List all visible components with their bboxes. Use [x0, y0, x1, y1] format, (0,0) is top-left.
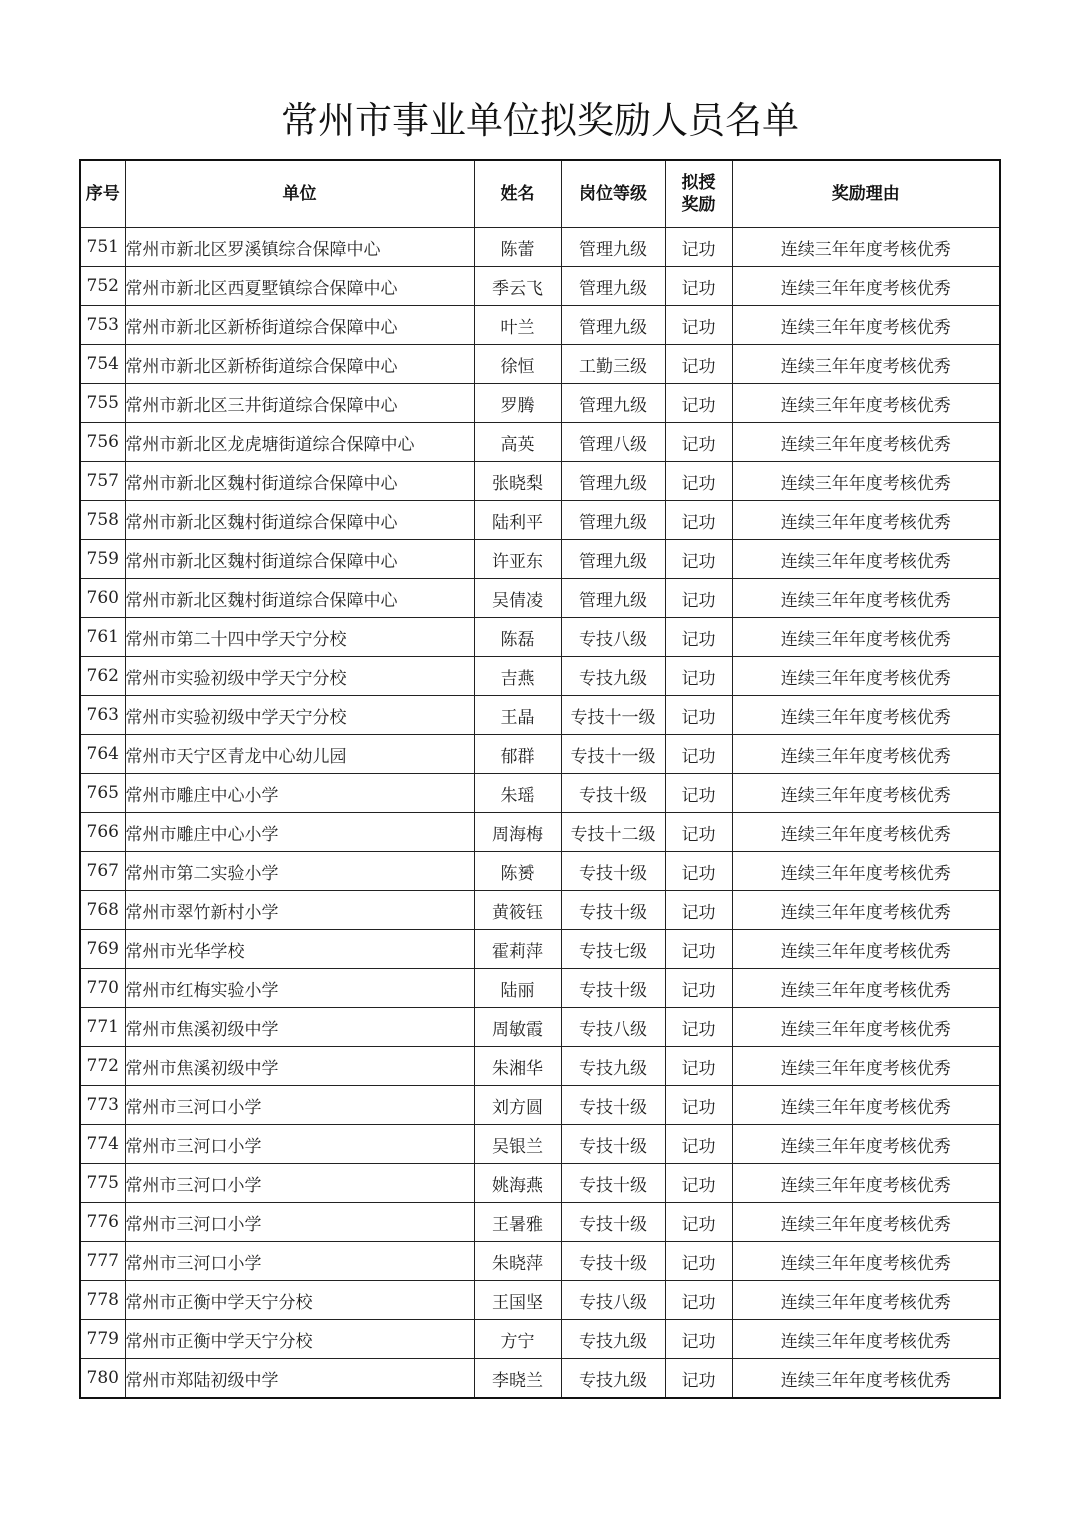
table-header-row — [80, 160, 1000, 228]
cell-name: 王暑雅 — [474, 1203, 561, 1242]
cell-level: 专技七级 — [561, 930, 665, 969]
cell-level: 专技十级 — [561, 1164, 665, 1203]
table-row — [80, 384, 1000, 423]
cell-name: 朱晓萍 — [474, 1242, 561, 1281]
table-row — [80, 1047, 1000, 1086]
cell-name: 陈蕾 — [474, 228, 561, 267]
table-row — [80, 813, 1000, 852]
cell-name: 王晶 — [474, 696, 561, 735]
cell-level: 专技十级 — [561, 1125, 665, 1164]
cell-reason: 连续三年年度考核优秀 — [732, 306, 1000, 345]
cell-reason: 连续三年年度考核优秀 — [732, 813, 1000, 852]
document-title: 常州市事业单位拟奖励人员名单 — [281, 99, 799, 142]
cell-award: 记功 — [665, 267, 732, 306]
cell-award: 记功 — [665, 1125, 732, 1164]
cell-reason: 连续三年年度考核优秀 — [732, 852, 1000, 891]
cell-reason: 连续三年年度考核优秀 — [732, 969, 1000, 1008]
cell-seq: 769 — [80, 930, 125, 969]
cell-name: 高英 — [474, 423, 561, 462]
cell-level: 管理九级 — [561, 579, 665, 618]
cell-award: 记功 — [665, 696, 732, 735]
header-award — [665, 160, 732, 228]
cell-unit: 常州市天宁区青龙中心幼儿园 — [125, 735, 474, 774]
table-row — [80, 696, 1000, 735]
cell-reason: 连续三年年度考核优秀 — [732, 774, 1000, 813]
cell-level: 专技八级 — [561, 618, 665, 657]
cell-reason: 连续三年年度考核优秀 — [732, 384, 1000, 423]
cell-unit: 常州市第二十四中学天宁分校 — [125, 618, 474, 657]
cell-award: 记功 — [665, 1008, 732, 1047]
cell-seq: 775 — [80, 1164, 125, 1203]
table-row — [80, 1125, 1000, 1164]
cell-award: 记功 — [665, 1320, 732, 1359]
cell-unit: 常州市新北区西夏墅镇综合保障中心 — [125, 267, 474, 306]
cell-level: 专技十一级 — [561, 735, 665, 774]
table-row — [80, 735, 1000, 774]
table-row — [80, 228, 1000, 267]
cell-name: 季云飞 — [474, 267, 561, 306]
header-seq: 序号 — [80, 160, 125, 228]
cell-seq: 771 — [80, 1008, 125, 1047]
cell-level: 工勤三级 — [561, 345, 665, 384]
cell-unit: 常州市新北区魏村街道综合保障中心 — [125, 501, 474, 540]
cell-name: 张晓梨 — [474, 462, 561, 501]
cell-level: 专技十级 — [561, 1086, 665, 1125]
cell-seq: 760 — [80, 579, 125, 618]
cell-level: 管理九级 — [561, 384, 665, 423]
cell-unit: 常州市郑陆初级中学 — [125, 1359, 474, 1399]
cell-seq: 767 — [80, 852, 125, 891]
table-row — [80, 891, 1000, 930]
award-list-table — [79, 159, 1001, 1399]
cell-unit: 常州市新北区罗溪镇综合保障中心 — [125, 228, 474, 267]
cell-name: 周敏霞 — [474, 1008, 561, 1047]
cell-seq: 763 — [80, 696, 125, 735]
cell-award: 记功 — [665, 345, 732, 384]
cell-reason: 连续三年年度考核优秀 — [732, 1281, 1000, 1320]
cell-name: 陆丽 — [474, 969, 561, 1008]
cell-award: 记功 — [665, 540, 732, 579]
cell-level: 专技八级 — [561, 1008, 665, 1047]
cell-award: 记功 — [665, 501, 732, 540]
cell-name: 徐恒 — [474, 345, 561, 384]
cell-unit: 常州市正衡中学天宁分校 — [125, 1281, 474, 1320]
table-row — [80, 774, 1000, 813]
table-row — [80, 267, 1000, 306]
cell-unit: 常州市三河口小学 — [125, 1242, 474, 1281]
cell-name: 郁群 — [474, 735, 561, 774]
header-reason: 奖励理由 — [732, 160, 1000, 228]
cell-unit: 常州市红梅实验小学 — [125, 969, 474, 1008]
cell-unit: 常州市焦溪初级中学 — [125, 1008, 474, 1047]
cell-reason: 连续三年年度考核优秀 — [732, 501, 1000, 540]
table-row — [80, 1281, 1000, 1320]
cell-seq: 764 — [80, 735, 125, 774]
cell-award: 记功 — [665, 774, 732, 813]
cell-level: 专技十级 — [561, 852, 665, 891]
cell-unit: 常州市新北区三井街道综合保障中心 — [125, 384, 474, 423]
cell-name: 李晓兰 — [474, 1359, 561, 1399]
table-row — [80, 1320, 1000, 1359]
table-row — [80, 969, 1000, 1008]
cell-unit: 常州市新北区魏村街道综合保障中心 — [125, 540, 474, 579]
cell-reason: 连续三年年度考核优秀 — [732, 1320, 1000, 1359]
cell-award: 记功 — [665, 1281, 732, 1320]
cell-name: 王国坚 — [474, 1281, 561, 1320]
cell-award: 记功 — [665, 423, 732, 462]
table-row — [80, 657, 1000, 696]
cell-award: 记功 — [665, 618, 732, 657]
cell-unit: 常州市三河口小学 — [125, 1125, 474, 1164]
table-row — [80, 1164, 1000, 1203]
cell-award: 记功 — [665, 930, 732, 969]
cell-name: 方宁 — [474, 1320, 561, 1359]
header-level: 岗位等级 — [561, 160, 665, 228]
cell-name: 刘方圆 — [474, 1086, 561, 1125]
cell-reason: 连续三年年度考核优秀 — [732, 228, 1000, 267]
cell-reason: 连续三年年度考核优秀 — [732, 267, 1000, 306]
table-row — [80, 1086, 1000, 1125]
cell-reason: 连续三年年度考核优秀 — [732, 1008, 1000, 1047]
cell-name: 朱湘华 — [474, 1047, 561, 1086]
cell-seq: 758 — [80, 501, 125, 540]
table-row — [80, 462, 1000, 501]
cell-unit: 常州市新北区魏村街道综合保障中心 — [125, 462, 474, 501]
table-row — [80, 501, 1000, 540]
cell-reason: 连续三年年度考核优秀 — [732, 345, 1000, 384]
table-row — [80, 579, 1000, 618]
cell-award: 记功 — [665, 1242, 732, 1281]
cell-unit: 常州市雕庄中心小学 — [125, 774, 474, 813]
cell-reason: 连续三年年度考核优秀 — [732, 1086, 1000, 1125]
cell-unit: 常州市雕庄中心小学 — [125, 813, 474, 852]
cell-award: 记功 — [665, 1359, 732, 1399]
cell-level: 专技十级 — [561, 774, 665, 813]
cell-name: 吴银兰 — [474, 1125, 561, 1164]
cell-unit: 常州市焦溪初级中学 — [125, 1047, 474, 1086]
cell-award: 记功 — [665, 1047, 732, 1086]
cell-reason: 连续三年年度考核优秀 — [732, 657, 1000, 696]
cell-seq: 755 — [80, 384, 125, 423]
cell-level: 专技十一级 — [561, 696, 665, 735]
cell-unit: 常州市三河口小学 — [125, 1164, 474, 1203]
cell-seq: 762 — [80, 657, 125, 696]
cell-seq: 777 — [80, 1242, 125, 1281]
cell-seq: 759 — [80, 540, 125, 579]
cell-seq: 772 — [80, 1047, 125, 1086]
cell-award: 记功 — [665, 852, 732, 891]
table-row — [80, 1203, 1000, 1242]
cell-award: 记功 — [665, 1086, 732, 1125]
table-row — [80, 1242, 1000, 1281]
cell-seq: 751 — [80, 228, 125, 267]
cell-reason: 连续三年年度考核优秀 — [732, 696, 1000, 735]
cell-name: 叶兰 — [474, 306, 561, 345]
table-row — [80, 423, 1000, 462]
cell-reason: 连续三年年度考核优秀 — [732, 735, 1000, 774]
cell-reason: 连续三年年度考核优秀 — [732, 579, 1000, 618]
cell-level: 管理九级 — [561, 267, 665, 306]
cell-award: 记功 — [665, 228, 732, 267]
cell-seq: 753 — [80, 306, 125, 345]
cell-reason: 连续三年年度考核优秀 — [732, 1359, 1000, 1399]
table-row — [80, 618, 1000, 657]
cell-unit: 常州市翠竹新村小学 — [125, 891, 474, 930]
cell-award: 记功 — [665, 462, 732, 501]
cell-level: 专技十级 — [561, 1203, 665, 1242]
cell-level: 专技八级 — [561, 1281, 665, 1320]
cell-award: 记功 — [665, 891, 732, 930]
cell-seq: 765 — [80, 774, 125, 813]
header-award-text: 拟授 奖励 — [681, 173, 716, 215]
cell-level: 专技九级 — [561, 1320, 665, 1359]
cell-seq: 768 — [80, 891, 125, 930]
table-row — [80, 1359, 1000, 1399]
cell-seq: 776 — [80, 1203, 125, 1242]
cell-award: 记功 — [665, 579, 732, 618]
cell-level: 专技十级 — [561, 969, 665, 1008]
cell-level: 管理九级 — [561, 228, 665, 267]
cell-award: 记功 — [665, 735, 732, 774]
cell-seq: 778 — [80, 1281, 125, 1320]
cell-unit: 常州市第二实验小学 — [125, 852, 474, 891]
header-name: 姓名 — [474, 160, 561, 228]
cell-award: 记功 — [665, 306, 732, 345]
cell-award: 记功 — [665, 1203, 732, 1242]
cell-seq: 761 — [80, 618, 125, 657]
table-body — [80, 228, 1000, 1399]
table-row — [80, 345, 1000, 384]
cell-reason: 连续三年年度考核优秀 — [732, 618, 1000, 657]
cell-unit: 常州市实验初级中学天宁分校 — [125, 657, 474, 696]
table-row — [80, 852, 1000, 891]
cell-level: 管理九级 — [561, 540, 665, 579]
cell-level: 专技九级 — [561, 657, 665, 696]
cell-level: 专技九级 — [561, 1359, 665, 1399]
cell-name: 陈赟 — [474, 852, 561, 891]
cell-seq: 756 — [80, 423, 125, 462]
cell-name: 朱瑶 — [474, 774, 561, 813]
cell-unit: 常州市新北区新桥街道综合保障中心 — [125, 306, 474, 345]
cell-seq: 766 — [80, 813, 125, 852]
cell-seq: 779 — [80, 1320, 125, 1359]
cell-reason: 连续三年年度考核优秀 — [732, 1164, 1000, 1203]
cell-reason: 连续三年年度考核优秀 — [732, 540, 1000, 579]
cell-level: 专技九级 — [561, 1047, 665, 1086]
cell-name: 周海梅 — [474, 813, 561, 852]
cell-seq: 780 — [80, 1359, 125, 1399]
table-row — [80, 1008, 1000, 1047]
cell-seq: 752 — [80, 267, 125, 306]
cell-reason: 连续三年年度考核优秀 — [732, 1203, 1000, 1242]
cell-award: 记功 — [665, 813, 732, 852]
cell-seq: 757 — [80, 462, 125, 501]
cell-seq: 770 — [80, 969, 125, 1008]
cell-reason: 连续三年年度考核优秀 — [732, 1125, 1000, 1164]
table-row — [80, 930, 1000, 969]
cell-reason: 连续三年年度考核优秀 — [732, 462, 1000, 501]
cell-unit: 常州市正衡中学天宁分校 — [125, 1320, 474, 1359]
cell-unit: 常州市新北区龙虎塘街道综合保障中心 — [125, 423, 474, 462]
cell-level: 专技十级 — [561, 891, 665, 930]
cell-name: 姚海燕 — [474, 1164, 561, 1203]
cell-name: 吴倩凌 — [474, 579, 561, 618]
cell-award: 记功 — [665, 1164, 732, 1203]
cell-reason: 连续三年年度考核优秀 — [732, 891, 1000, 930]
cell-name: 陆利平 — [474, 501, 561, 540]
cell-name: 陈磊 — [474, 618, 561, 657]
cell-name: 霍莉萍 — [474, 930, 561, 969]
cell-award: 记功 — [665, 969, 732, 1008]
cell-level: 管理八级 — [561, 423, 665, 462]
header-unit: 单位 — [125, 160, 474, 228]
cell-level: 专技十级 — [561, 1242, 665, 1281]
cell-name: 许亚东 — [474, 540, 561, 579]
table-row — [80, 306, 1000, 345]
cell-level: 管理九级 — [561, 501, 665, 540]
cell-seq: 773 — [80, 1086, 125, 1125]
cell-reason: 连续三年年度考核优秀 — [732, 1242, 1000, 1281]
cell-seq: 774 — [80, 1125, 125, 1164]
cell-unit: 常州市光华学校 — [125, 930, 474, 969]
cell-seq: 754 — [80, 345, 125, 384]
cell-award: 记功 — [665, 384, 732, 423]
cell-unit: 常州市三河口小学 — [125, 1203, 474, 1242]
cell-name: 吉燕 — [474, 657, 561, 696]
cell-unit: 常州市实验初级中学天宁分校 — [125, 696, 474, 735]
table-row — [80, 540, 1000, 579]
cell-unit: 常州市新北区新桥街道综合保障中心 — [125, 345, 474, 384]
cell-level: 管理九级 — [561, 306, 665, 345]
cell-reason: 连续三年年度考核优秀 — [732, 1047, 1000, 1086]
cell-name: 黄筱钰 — [474, 891, 561, 930]
cell-reason: 连续三年年度考核优秀 — [732, 423, 1000, 462]
cell-name: 罗腾 — [474, 384, 561, 423]
cell-award: 记功 — [665, 657, 732, 696]
cell-unit: 常州市三河口小学 — [125, 1086, 474, 1125]
cell-level: 管理九级 — [561, 462, 665, 501]
cell-unit: 常州市新北区魏村街道综合保障中心 — [125, 579, 474, 618]
cell-reason: 连续三年年度考核优秀 — [732, 930, 1000, 969]
cell-level: 专技十二级 — [561, 813, 665, 852]
